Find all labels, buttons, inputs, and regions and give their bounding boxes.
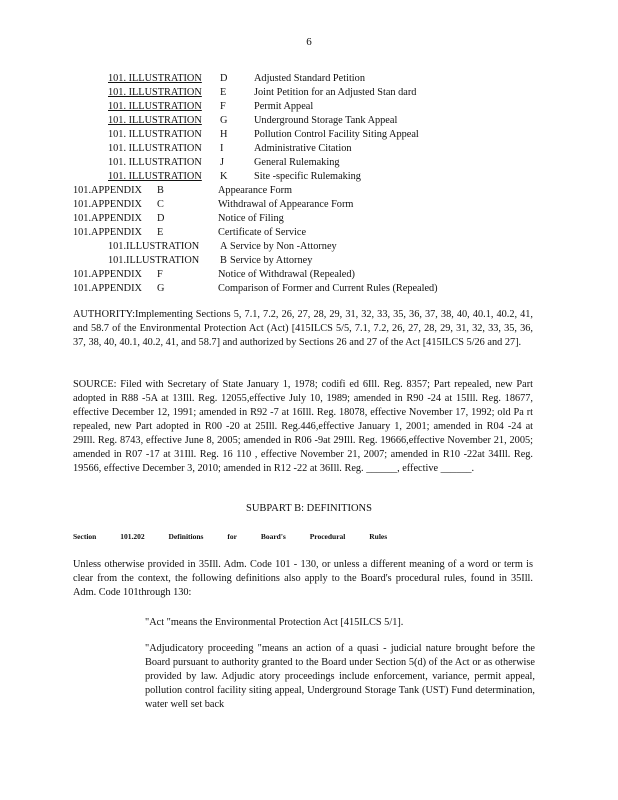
toc-code: 101.APPENDIX bbox=[73, 185, 142, 196]
toc-code: 101. ILLUSTRATION bbox=[108, 87, 202, 98]
toc-title: Withdrawal of Appearance Form bbox=[218, 199, 354, 210]
toc-letter: K bbox=[220, 171, 228, 182]
source-paragraph: SOURCE: Filed with Secretary of State January 1, 1978; codifi ed 6Ill. Reg. 8357; Part repealed, new Part adopted in R88 -5A at 13Ill. Reg. 12055,effective July 10, 1989; amended in R90 -24 at 15Ill. Reg. 18677, effective December 12, 1991; amended in R92 -7 at 16Ill. Reg. 18078, effective November 17, 1992; old Pa rt repealed, new Part adopted in R00 -20 at 25Ill. Reg.446,effective January 1, 2001; amended in R04 -24 at 29Ill. Reg. 8743, effective June 8, 2005; amended in R06 -9at 29Ill. Reg. 19666,effective November 21, 2005; amended in R07 -17 at 31Ill. Reg. 16 110 , effective November 21, 2007; amended in R10 -22at 34Ill. Reg. 19566, effective December 3, 2010; amended in R12 -22 at 36Ill. Reg. ______, effective ______. bbox=[73, 379, 533, 474]
table-of-contents bbox=[0, 72, 618, 296]
toc-title: Comparison of Former and Current Rules (Repealed) bbox=[218, 283, 438, 294]
toc-row bbox=[0, 128, 618, 142]
toc-title: General Rulemaking bbox=[254, 157, 340, 168]
toc-code: 101.APPENDIX bbox=[73, 227, 142, 238]
definition-adjudicatory-proceeding: "Adjudicatory proceeding "means an action of a quasi - judicial nature brought before the Board pursuant to authority granted to the Board under Section 5(d) of the Act or as otherwise provided by law. Adjudic atory proceedings include enforcement, variance, permit appeal, pollution control facility siting appeal, Underground Storage Tank (UST) Fund determination, water well set back bbox=[145, 643, 535, 710]
toc-code: 101.APPENDIX bbox=[73, 199, 142, 210]
page-number: 6 bbox=[306, 36, 312, 48]
toc-letter: E bbox=[157, 227, 164, 238]
toc-letter: E bbox=[220, 87, 227, 98]
toc-row bbox=[0, 100, 618, 114]
toc-row bbox=[0, 86, 618, 100]
section-label: Section bbox=[73, 532, 97, 541]
definition-act: "Act "means the Environmental Protection Act [415ILCS 5/1]. bbox=[145, 617, 404, 628]
toc-code: 101.APPENDIX bbox=[73, 213, 142, 224]
toc-title: Site -specific Rulemaking bbox=[254, 171, 361, 182]
toc-letter: F bbox=[220, 101, 226, 112]
toc-title: Permit Appeal bbox=[254, 101, 314, 112]
toc-letter: B bbox=[220, 255, 227, 266]
toc-title: Service by Non -Attorney bbox=[230, 241, 337, 252]
toc-row bbox=[0, 282, 618, 296]
toc-code: 101.APPENDIX bbox=[73, 283, 142, 294]
toc-letter: D bbox=[220, 73, 228, 84]
section-title-2: for bbox=[227, 532, 237, 541]
toc-letter: C bbox=[157, 199, 164, 210]
toc-letter: I bbox=[220, 143, 224, 154]
toc-row bbox=[0, 226, 618, 240]
section-title-1: Definitions bbox=[168, 532, 204, 541]
toc-code: 101. ILLUSTRATION bbox=[108, 129, 202, 140]
toc-row bbox=[0, 254, 618, 268]
toc-row bbox=[0, 156, 618, 170]
toc-code: 101. ILLUSTRATION bbox=[108, 101, 202, 112]
section-title-3: Board's bbox=[260, 532, 286, 541]
toc-title: Administrative Citation bbox=[254, 143, 352, 154]
toc-row bbox=[0, 240, 618, 254]
toc-row bbox=[0, 114, 618, 128]
toc-code: 101.ILLUSTRATION bbox=[108, 255, 200, 266]
toc-title: Service by Attorney bbox=[230, 255, 313, 266]
toc-code: 101.APPENDIX bbox=[73, 269, 142, 280]
toc-letter: F bbox=[157, 269, 163, 280]
toc-code: 101. ILLUSTRATION bbox=[108, 171, 202, 182]
toc-code: 101. ILLUSTRATION bbox=[108, 143, 202, 154]
toc-row bbox=[0, 170, 618, 184]
toc-row bbox=[0, 212, 618, 226]
toc-title: Notice of Withdrawal (Repealed) bbox=[218, 269, 355, 280]
section-heading bbox=[73, 532, 409, 541]
toc-code: 101. ILLUSTRATION bbox=[108, 157, 202, 168]
toc-code: 101. ILLUSTRATION bbox=[108, 115, 202, 126]
toc-row bbox=[0, 198, 618, 212]
section-code: 101.202 bbox=[120, 532, 145, 541]
toc-letter: D bbox=[157, 213, 165, 224]
toc-letter: G bbox=[220, 115, 228, 126]
toc-letter: J bbox=[220, 157, 225, 168]
toc-title: Certificate of Service bbox=[218, 227, 307, 238]
toc-row bbox=[0, 184, 618, 198]
toc-letter: H bbox=[220, 129, 228, 140]
toc-title: Appearance Form bbox=[218, 185, 293, 196]
toc-title: Underground Storage Tank Appeal bbox=[254, 115, 398, 126]
toc-row bbox=[0, 268, 618, 282]
authority-paragraph: AUTHORITY:Implementing Sections 5, 7.1, 7.2, 26, 27, 28, 29, 31, 32, 33, 35, 36, 37, 38, 40, 40.1, 40.2, 41, and 58.7 of the Environmental Protection Act (Act) [415ILCS 5/5, 7.1, 7.2, 26, 27, 28, 29, 31, 32, 33, 35, 36, 37, 38, 40, 40.1, 40.2, 41, and 58.7] and authorized by Sections 26 and 27 of the Act [415ILCS 5/26 and 27]. bbox=[73, 309, 533, 348]
intro-paragraph: Unless otherwise provided in 35Ill. Adm. Code 101 - 130, or unless a different meaning of a word or term is clear from the context, the following definitions also apply to the Board's procedural rules, found in 35Ill. Adm. Code 101through 130: bbox=[73, 559, 533, 598]
section-title-4: Procedural bbox=[309, 532, 346, 541]
toc-letter: B bbox=[157, 185, 164, 196]
subpart-heading: SUBPART B: DEFINITIONS bbox=[246, 503, 372, 514]
toc-title: Pollution Control Facility Siting Appeal bbox=[254, 129, 419, 140]
toc-letter: G bbox=[157, 283, 165, 294]
toc-code: 101. ILLUSTRATION bbox=[108, 73, 202, 84]
toc-title: Adjusted Standard Petition bbox=[254, 73, 365, 84]
toc-row bbox=[0, 72, 618, 86]
toc-title: Joint Petition for an Adjusted Stan dard bbox=[254, 87, 417, 98]
toc-title: Notice of Filing bbox=[218, 213, 284, 224]
toc-code: 101.ILLUSTRATION bbox=[108, 241, 200, 252]
toc-letter: A bbox=[220, 241, 228, 252]
section-title-5: Rules bbox=[369, 532, 388, 541]
toc-row bbox=[0, 142, 618, 156]
